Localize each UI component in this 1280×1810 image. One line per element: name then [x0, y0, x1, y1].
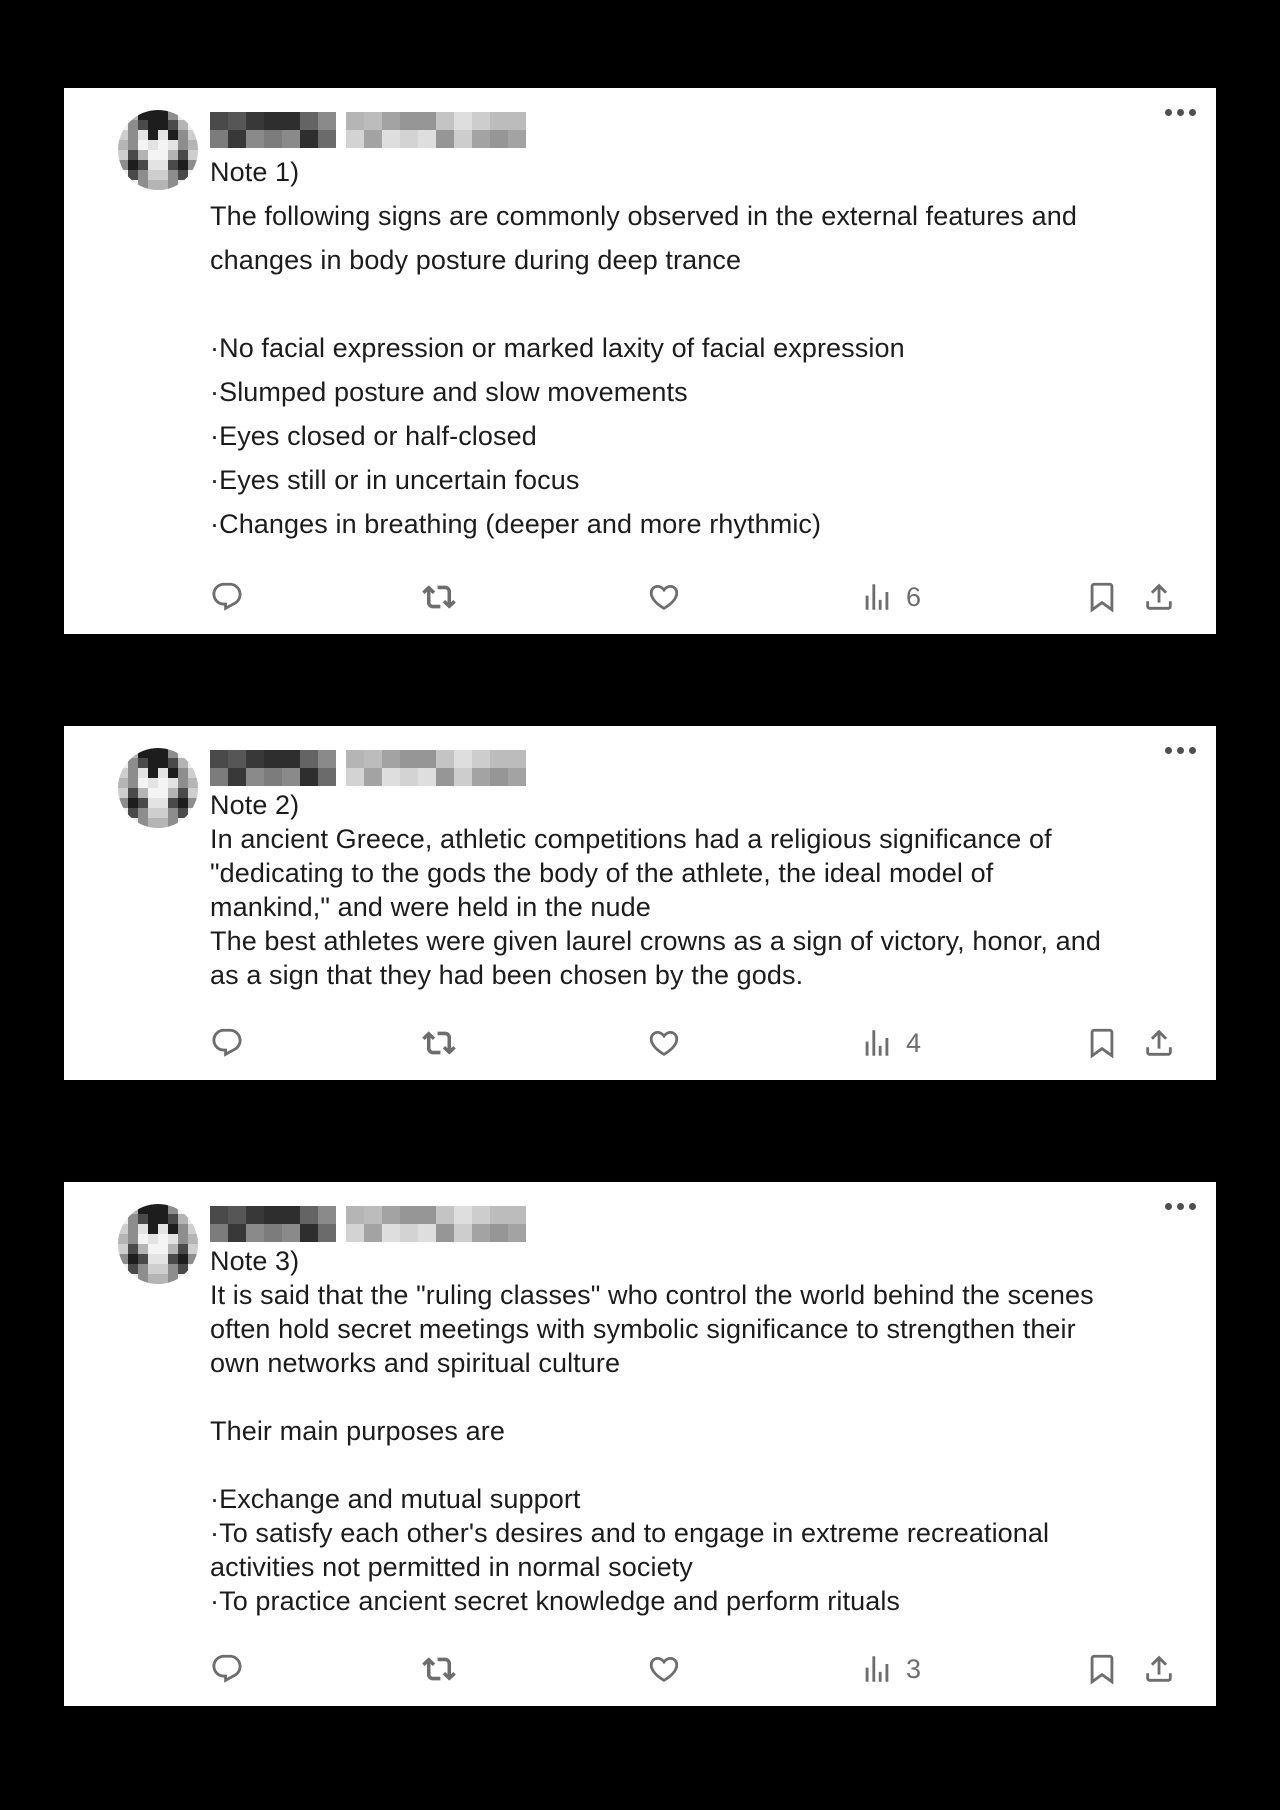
handle-redacted[interactable] [346, 112, 526, 148]
like-button[interactable] [647, 1652, 681, 1686]
like-icon [647, 1026, 681, 1060]
views-button[interactable] [860, 580, 921, 614]
more-options-button[interactable] [1160, 738, 1200, 762]
views-count: 3 [906, 1653, 922, 1684]
tweet-text-line: ·No facial expression or marked laxity of facial expression [210, 333, 905, 363]
tweet-text [210, 788, 1176, 992]
tweet-text-line: changes in body posture during deep trance [210, 245, 742, 275]
tweet-text-line: "dedicating to the gods the body of the athlete, the ideal model of [210, 858, 994, 888]
more-dot [1189, 1203, 1196, 1210]
tweet-text-line: ·To practice ancient secret knowledge and perform rituals [210, 1586, 901, 1616]
repost-button[interactable] [422, 580, 456, 614]
share-icon [1142, 580, 1176, 614]
tweet-text-line: Note 1) [210, 157, 300, 187]
tweet-text-line: The best athletes were given laurel crowns as a sign of victory, honor, and [210, 926, 1101, 956]
views-count: 4 [906, 1027, 922, 1058]
tweet-text-line: ·Slumped posture and slow movements [210, 377, 688, 407]
avatar[interactable] [118, 110, 198, 190]
share-icon [1142, 1652, 1176, 1686]
bookmark-button[interactable] [1085, 1652, 1119, 1686]
action-bar [210, 580, 1176, 614]
tweet-text-line: Note 2) [210, 790, 300, 820]
share-icon [1142, 1026, 1176, 1060]
handle-redacted[interactable] [346, 750, 526, 786]
tweet-text-line: mankind," and were held in the nude [210, 892, 651, 922]
tweet-text-line [210, 1448, 1176, 1482]
views-icon [860, 1652, 894, 1686]
more-dot [1165, 747, 1172, 754]
avatar[interactable] [118, 748, 198, 828]
more-options-button[interactable] [1160, 100, 1200, 124]
tweet-text-line: The following signs are commonly observed in the external features and [210, 201, 1077, 231]
post-header [210, 1206, 1176, 1244]
reply-button[interactable] [210, 1652, 244, 1686]
tweet-text [210, 1244, 1176, 1618]
like-button[interactable] [647, 1026, 681, 1060]
reply-icon [210, 1652, 244, 1686]
bookmark-icon [1085, 1652, 1119, 1686]
views-icon [860, 1026, 894, 1060]
bookmark-button[interactable] [1085, 580, 1119, 614]
tweet-text-line: It is said that the "ruling classes" who control the world behind the scenes [210, 1280, 1094, 1310]
more-dot [1189, 747, 1196, 754]
avatar[interactable] [118, 1204, 198, 1284]
bookmark-icon [1085, 1026, 1119, 1060]
reply-button[interactable] [210, 1026, 244, 1060]
tweet-text-line [210, 1380, 1176, 1414]
post-card-2 [64, 726, 1216, 1080]
tweet-text-line: Note 3) [210, 1246, 300, 1276]
tweet-text-line: own networks and spiritual culture [210, 1348, 621, 1378]
tweet-text [210, 150, 1176, 546]
post-card-3 [64, 1182, 1216, 1706]
more-options-button[interactable] [1160, 1194, 1200, 1218]
display-name-redacted[interactable] [210, 112, 336, 148]
share-button[interactable] [1142, 1652, 1176, 1686]
tweet-text-line: In ancient Greece, athletic competitions had a religious significance of [210, 824, 1052, 854]
reply-icon [210, 580, 244, 614]
views-icon [860, 580, 894, 614]
more-dot [1177, 747, 1184, 754]
more-dot [1189, 109, 1196, 116]
display-name-redacted[interactable] [210, 1206, 336, 1242]
more-dot [1165, 109, 1172, 116]
tweet-text-line: ·Exchange and mutual support [210, 1484, 581, 1514]
tweet-text-line: activities not permitted in normal society [210, 1552, 693, 1582]
like-icon [647, 1652, 681, 1686]
post-header [210, 750, 1176, 788]
like-button[interactable] [647, 580, 681, 614]
post-header [210, 112, 1176, 150]
views-count: 6 [906, 581, 922, 612]
action-bar [210, 1026, 1176, 1060]
tweet-text-line: ·Eyes still or in uncertain focus [210, 465, 580, 495]
tweet-text-line: ·To satisfy each other's desires and to engage in extreme recreational [210, 1518, 1050, 1548]
reply-icon [210, 1026, 244, 1060]
repost-icon [422, 580, 456, 614]
views-button[interactable] [860, 1026, 921, 1060]
repost-button[interactable] [422, 1026, 456, 1060]
display-name-redacted[interactable] [210, 750, 336, 786]
tweet-text-line: ·Eyes closed or half-closed [210, 421, 537, 451]
share-button[interactable] [1142, 1026, 1176, 1060]
handle-redacted[interactable] [346, 1206, 526, 1242]
tweet-text-line: ·Changes in breathing (deeper and more rhythmic) [210, 509, 822, 539]
reply-button[interactable] [210, 580, 244, 614]
more-dot [1177, 1203, 1184, 1210]
tweet-text-line: as a sign that they had been chosen by the gods. [210, 960, 804, 990]
repost-icon [422, 1026, 456, 1060]
tweet-text-line [210, 282, 1176, 326]
tweet-text-line: often hold secret meetings with symbolic significance to strengthen their [210, 1314, 1076, 1344]
action-bar [210, 1652, 1176, 1686]
repost-button[interactable] [422, 1652, 456, 1686]
views-button[interactable] [860, 1652, 921, 1686]
share-button[interactable] [1142, 580, 1176, 614]
bookmark-button[interactable] [1085, 1026, 1119, 1060]
tweet-text-line: Their main purposes are [210, 1416, 505, 1446]
bookmark-icon [1085, 580, 1119, 614]
post-card-1 [64, 88, 1216, 634]
more-dot [1165, 1203, 1172, 1210]
repost-icon [422, 1652, 456, 1686]
like-icon [647, 580, 681, 614]
more-dot [1177, 109, 1184, 116]
